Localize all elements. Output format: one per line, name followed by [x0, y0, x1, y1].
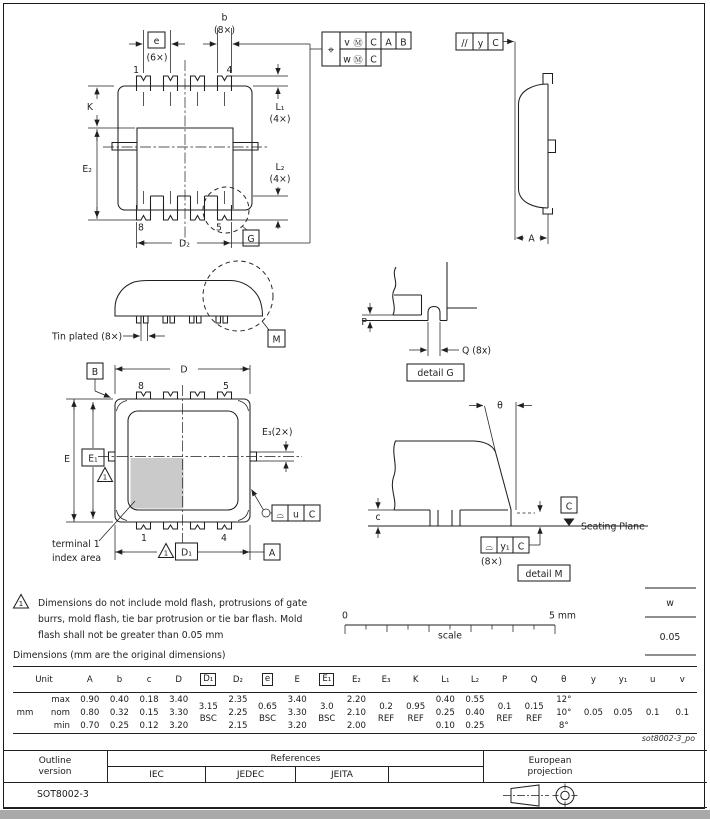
- dim-column: [253, 667, 283, 733]
- dim-column-header: A: [86, 674, 93, 685]
- dim-value: 0.18: [139, 695, 159, 705]
- pin-number-4: 4: [226, 65, 233, 76]
- parallelism-icon: //: [461, 38, 468, 49]
- dim-column: [519, 667, 549, 733]
- top-view: [82, 13, 322, 250]
- dim-column-header: D₂: [232, 674, 243, 685]
- profile-icon: ⌓: [485, 541, 493, 553]
- dim-value: 0.2: [379, 702, 393, 712]
- dim-column-values: [608, 692, 638, 733]
- datum-b: B: [400, 37, 407, 49]
- detail-m-callout: M: [272, 334, 281, 346]
- dim-value: 0.32: [109, 708, 129, 718]
- dim-column: [342, 667, 372, 733]
- dim-column-values: [253, 692, 283, 733]
- dim-label-D1: D₁: [181, 547, 192, 559]
- tol-y: y: [477, 38, 484, 50]
- scale-start: 0: [342, 610, 348, 622]
- dim-value: 0.40: [465, 708, 485, 718]
- dim-value: 0.1: [675, 707, 690, 718]
- dim-column: [608, 667, 638, 733]
- plated-side-view: [51, 261, 285, 347]
- dim-column: [194, 667, 224, 733]
- reference-empty: [389, 767, 483, 782]
- dim-column-header: y₁: [618, 674, 628, 685]
- dim-column-header: L₁: [441, 674, 450, 685]
- dim-value: 0.55: [465, 695, 485, 705]
- pin-number-5: 5: [223, 381, 229, 392]
- pin-number-8: 8: [138, 381, 144, 392]
- dim-column-header: c: [146, 674, 152, 685]
- dim-value: REF: [377, 713, 395, 724]
- pin-number-1: 1: [141, 533, 147, 544]
- dim-column-header: θ: [561, 674, 567, 685]
- dim-column-header: E₂: [352, 674, 361, 685]
- dim-column-values: [519, 692, 549, 733]
- dim-label-L2: L₂: [275, 162, 285, 173]
- scale-label: scale: [438, 630, 462, 642]
- dim-column-header: E₁: [312, 667, 342, 692]
- dim-value: 0.25: [465, 721, 485, 731]
- references-cell: [108, 751, 483, 782]
- w-col-value: 0.05: [659, 632, 681, 643]
- dim-column-header: E: [294, 674, 300, 685]
- reference-iec: IEC: [108, 767, 206, 782]
- dim-column-values: [371, 692, 401, 733]
- dim-value: 0.80: [80, 708, 100, 718]
- datum-c: C: [370, 37, 377, 49]
- dim-column-values: [579, 692, 609, 733]
- row-label-max: max: [51, 695, 70, 705]
- dim-value: 2.00: [346, 721, 366, 731]
- terminal-note-line2: index area: [52, 553, 102, 564]
- note-line-2: burrs, mold flash, tie bar protrusion or tie bar flash. Mold: [38, 614, 303, 625]
- dim-column-values: [223, 692, 253, 733]
- scale-bar: [342, 611, 576, 642]
- european-projection-line1: European: [528, 755, 572, 766]
- dim-value: 3.30: [169, 708, 189, 718]
- detail-g-view: [361, 262, 491, 381]
- terminal-note-line1: terminal 1: [52, 539, 100, 550]
- detail-g-callout: G: [247, 234, 255, 245]
- dim-value: REF: [496, 713, 513, 724]
- footer-table: [3, 750, 707, 808]
- unit-header: Unit: [35, 674, 53, 685]
- dim-column-header: D: [175, 674, 182, 685]
- dim-column-header: b: [116, 674, 123, 685]
- dim-column-values: [105, 692, 135, 733]
- dim-column-header: P: [501, 674, 508, 685]
- position-tolerance-frame: [322, 32, 411, 66]
- dim-column-header: K: [412, 674, 419, 685]
- datum-b-flag: B: [91, 367, 99, 378]
- dim-column-header: L₂: [470, 674, 480, 685]
- dim-column-values: [638, 692, 668, 733]
- mmc-icon: Ⓜ: [353, 37, 363, 49]
- dim-label-K: K: [86, 102, 93, 113]
- reference-jedec: JEDEC: [206, 767, 296, 782]
- dim-value: 3.0: [319, 702, 334, 712]
- dim-value: BSC: [318, 713, 336, 724]
- dim-value: 3.40: [169, 695, 189, 705]
- mmc-icon: Ⓜ: [353, 54, 363, 66]
- dim-column-values: [282, 692, 312, 733]
- dim-label-e: e: [153, 36, 160, 47]
- dim-column-values: [134, 692, 164, 733]
- dim-column-values: [549, 692, 579, 733]
- dim-value: BSC: [199, 713, 217, 724]
- table-header-rule: [13, 692, 697, 693]
- pin-number-5: 5: [216, 222, 222, 234]
- dim-value: 0.65: [257, 702, 278, 712]
- datum-c: C: [308, 509, 316, 521]
- dim-label-L2-count: (4×): [269, 174, 291, 185]
- dim-label-b: b: [221, 12, 228, 24]
- dim-value: 0.1: [645, 707, 660, 718]
- references-header: References: [270, 753, 321, 764]
- dim-column: [549, 667, 579, 733]
- outline-version-line2: version: [38, 766, 72, 777]
- note-line-1: Dimensions do not include mold flash, protrusions of gate: [38, 598, 308, 609]
- w-col-header: w: [666, 598, 674, 609]
- dim-value: 2.35: [228, 695, 248, 705]
- tol-w: w: [343, 54, 351, 66]
- outline-version-cell: [3, 751, 108, 782]
- pin-number-4: 4: [221, 533, 227, 544]
- dim-column: [668, 667, 698, 733]
- dim-label-E1: E₁: [88, 453, 98, 465]
- position-symbol-icon: ⌖: [327, 42, 335, 57]
- dim-column-values: [431, 692, 461, 733]
- dim-value: 12°: [556, 695, 572, 705]
- dim-value: 3.15: [198, 702, 218, 712]
- reference-jeita: JEITA: [296, 767, 389, 782]
- scale-end: 5 mm: [549, 610, 576, 622]
- detail-m-title: detail M: [525, 569, 563, 580]
- dim-value: 0.25: [109, 721, 129, 731]
- note-line-3: flash shall not be greater than 0.05 mm: [38, 630, 224, 641]
- profile-icon: ⌓: [276, 509, 284, 521]
- table-unit-block: [13, 667, 75, 733]
- tol-u: u: [293, 509, 299, 521]
- dim-column-header: E₃: [381, 674, 391, 685]
- dim-value: 0.40: [109, 695, 129, 705]
- parallelism-tolerance-frame: [456, 33, 515, 240]
- dim-value: 2.25: [228, 708, 248, 718]
- dim-label-L1: L₁: [275, 102, 285, 113]
- dim-column: [75, 667, 105, 733]
- dim-column-values: [342, 692, 372, 733]
- dim-column: [638, 667, 668, 733]
- dim-value: 2.10: [346, 708, 366, 718]
- outline-version-line1: Outline: [38, 755, 72, 766]
- dim-column: [164, 667, 194, 733]
- dim-value: 3.20: [169, 721, 189, 731]
- dim-column-header: e: [253, 667, 283, 692]
- seating-plane-label: Seating Plane: [581, 521, 645, 533]
- european-projection-line2: projection: [527, 766, 573, 777]
- frame-count: (8×): [481, 556, 502, 568]
- pin-number-8: 8: [138, 222, 144, 234]
- dim-column: [401, 667, 431, 733]
- dim-value: 3.20: [287, 721, 307, 731]
- dim-value: 0.15: [524, 702, 544, 712]
- detail-g-title: detail G: [417, 368, 454, 379]
- dim-column-header: u: [649, 674, 656, 685]
- dim-label-P: P: [361, 317, 367, 328]
- dim-value: BSC: [258, 713, 277, 724]
- dim-column-header: Q: [530, 674, 538, 685]
- dim-label-E3: E₃(2×): [262, 427, 293, 438]
- datum-a-flag: A: [268, 548, 276, 559]
- side-view: [516, 74, 555, 245]
- bottom-edge-bar: [0, 810, 710, 819]
- dim-label-Q: Q (8x): [462, 345, 491, 357]
- outline-code: SOT8002-3: [37, 789, 89, 800]
- row-label-min: min: [53, 721, 70, 731]
- dim-column: [223, 667, 253, 733]
- dim-value: 2.20: [346, 695, 366, 705]
- dim-label-D2: D₂: [179, 238, 190, 250]
- dim-label-A: A: [528, 233, 535, 245]
- dim-value: 0.10: [435, 721, 455, 731]
- dim-value: 3.40: [287, 695, 307, 705]
- note-flag-1: 1: [163, 548, 169, 558]
- dim-label-b-count: (8×): [214, 25, 235, 36]
- dim-column: [105, 667, 135, 733]
- dim-value: 0.90: [80, 695, 100, 705]
- dim-column: [134, 667, 164, 733]
- dim-value: 0.15: [139, 708, 159, 718]
- document-reference: sot8002-3_po: [641, 734, 695, 743]
- dim-label-L1-count: (4×): [269, 114, 291, 125]
- row-label-nom: nom: [50, 708, 70, 718]
- datum-c: C: [517, 541, 525, 553]
- pin-number-1: 1: [133, 65, 139, 76]
- dim-label-e-count: (6×): [146, 52, 168, 64]
- european-projection-cell: [483, 751, 707, 782]
- datum-c: C: [370, 54, 377, 66]
- dim-value: 0.05: [583, 707, 603, 718]
- detail-m-view: [368, 401, 648, 582]
- datum-c: C: [492, 38, 499, 49]
- tol-v: v: [344, 37, 350, 49]
- note-flag-1: 1: [18, 599, 24, 608]
- dim-value: 10°: [556, 708, 572, 718]
- dimensions-table: [13, 666, 697, 734]
- datum-a: A: [385, 37, 392, 49]
- terminal-1-index-area: [131, 458, 184, 509]
- dim-column-values: [312, 692, 342, 733]
- dim-value: 3.30: [287, 708, 307, 718]
- bottom-view: [52, 363, 320, 564]
- tol-y1: y₁: [500, 541, 510, 553]
- dim-value: 2.15: [228, 721, 248, 731]
- dimensions-note: Dimensions (mm are the original dimensions): [13, 650, 226, 661]
- dim-column: [282, 667, 312, 733]
- dim-column-header: D₁: [194, 667, 224, 692]
- dim-column: [490, 667, 520, 733]
- dim-column-values: [460, 692, 490, 733]
- dim-label-c: c: [375, 512, 381, 523]
- datum-c-flag: C: [565, 501, 573, 513]
- dim-column-values: [194, 692, 224, 733]
- dim-value: REF: [526, 713, 543, 724]
- dim-value: 0.05: [613, 707, 633, 718]
- dim-value: 0.70: [80, 721, 100, 731]
- w-tolerance-column: [645, 588, 696, 655]
- dim-label-theta: θ: [497, 400, 503, 412]
- dim-column-values: [490, 692, 520, 733]
- dim-value: 0.40: [435, 695, 455, 705]
- unit-value: mm: [16, 707, 34, 718]
- dim-column-values: [668, 692, 698, 733]
- dim-value: 0.25: [435, 708, 455, 718]
- dim-column-values: [401, 692, 431, 733]
- notes: [13, 595, 307, 662]
- dim-value: 0.1: [497, 702, 512, 712]
- dim-column-values: [75, 692, 105, 733]
- dim-column: [460, 667, 490, 733]
- dim-label-E2: E₂: [82, 164, 92, 175]
- dim-column: [371, 667, 401, 733]
- dim-column-header: v: [679, 674, 685, 685]
- dim-column: [431, 667, 461, 733]
- dim-value: REF: [407, 713, 424, 724]
- dim-label-E: E: [64, 454, 70, 465]
- dim-label-D: D: [180, 364, 188, 376]
- dim-value: 0.12: [139, 721, 159, 731]
- dim-column-values: [164, 692, 194, 733]
- dim-value: 8°: [558, 721, 569, 731]
- tin-plated-note: Tin plated (8×): [52, 331, 123, 343]
- dim-column-header: y: [590, 674, 596, 685]
- dim-column: [579, 667, 609, 733]
- dim-column: [312, 667, 342, 733]
- dim-value: 0.95: [406, 702, 426, 712]
- note-flag-1: 1: [102, 472, 108, 482]
